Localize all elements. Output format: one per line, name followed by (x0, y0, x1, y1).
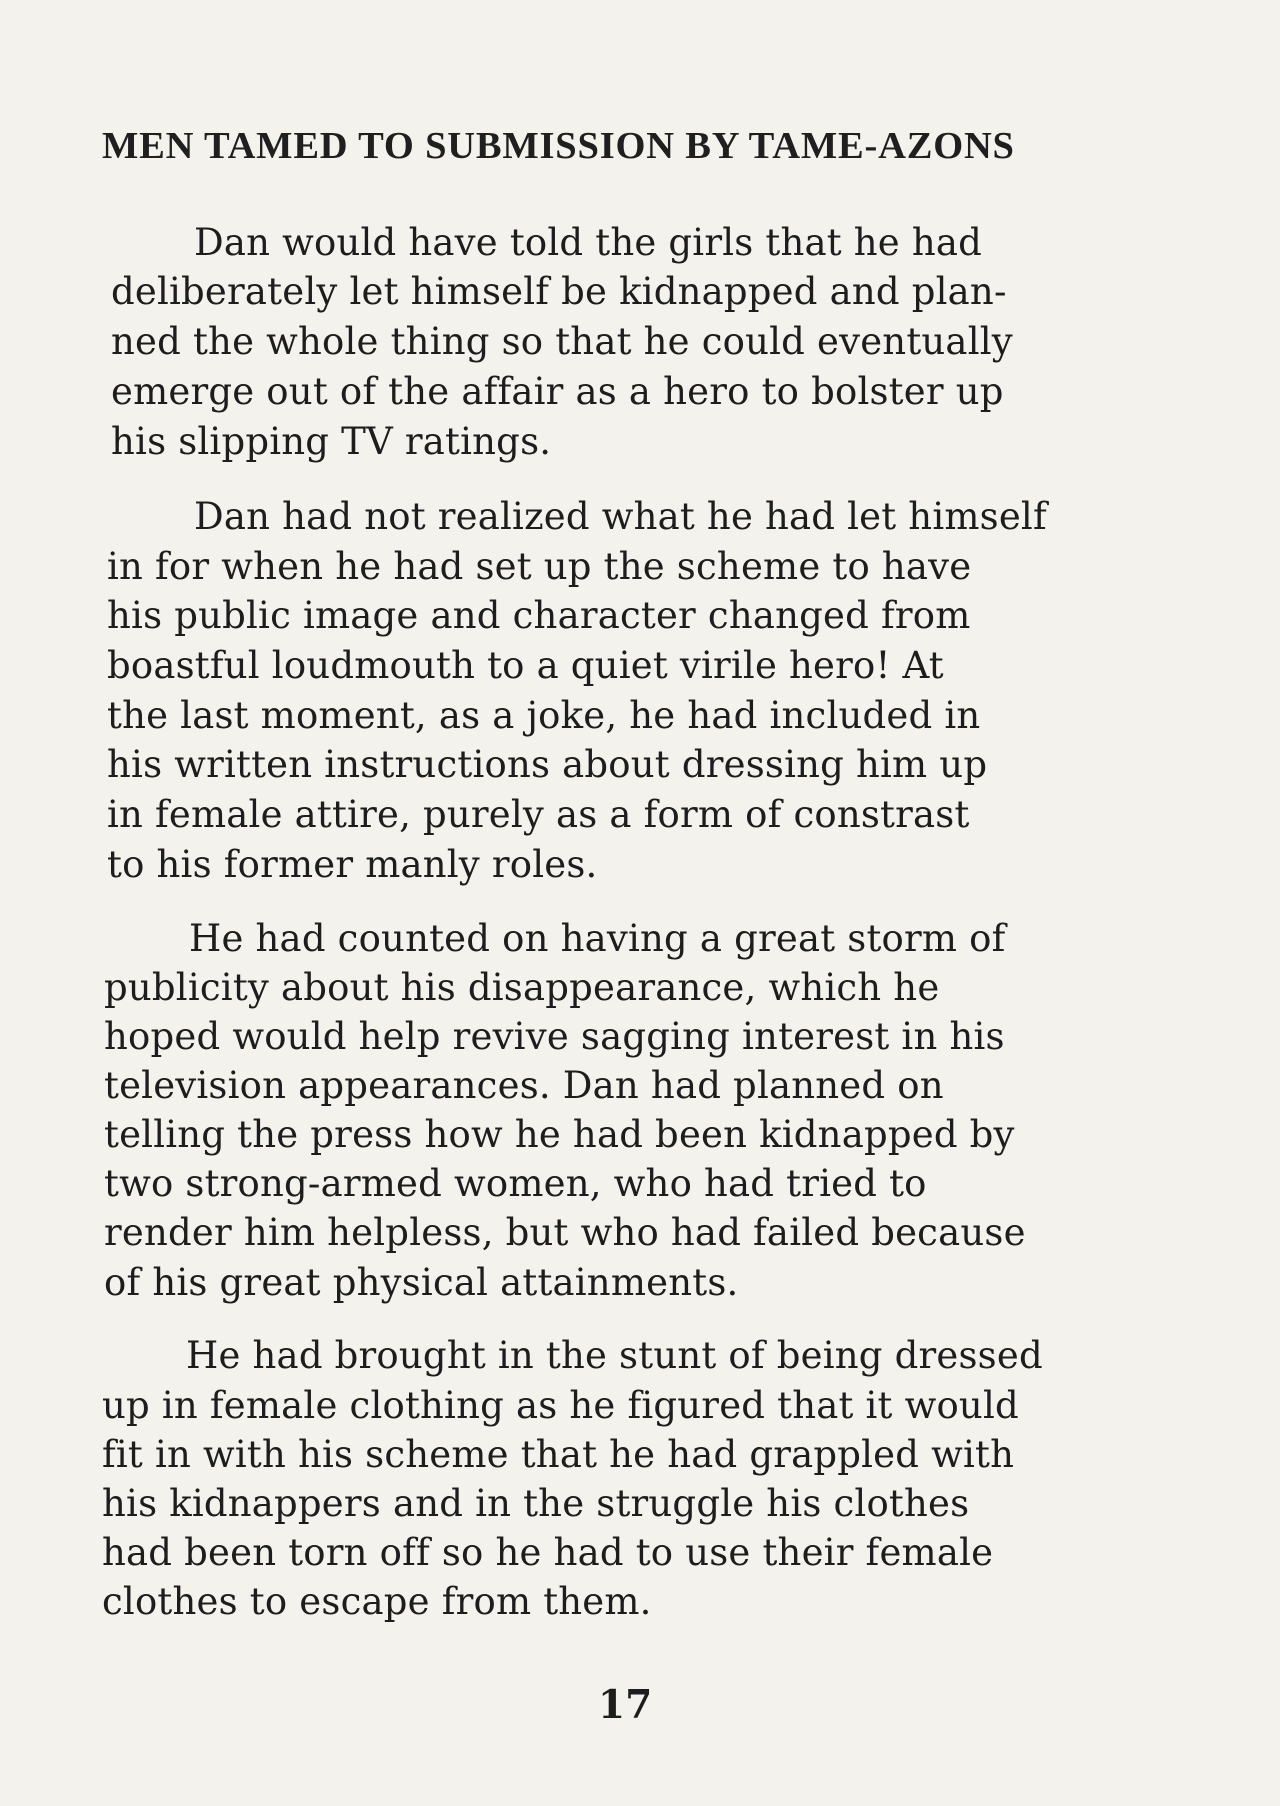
paragraph-line: clothes to escape from them. (102, 1580, 652, 1623)
paragraph-line: to his former manly roles. (107, 843, 598, 886)
paragraph-line: two strong-armed women, who had tried to (104, 1162, 927, 1205)
paragraph-line: publicity about his disappearance, which he (104, 966, 940, 1009)
paragraph-line: Dan would have told the girls that he had (194, 221, 983, 264)
paragraph-line: Dan had not realized what he had let himself (194, 495, 1047, 538)
paragraph-line: fit in with his scheme that he had grappled with (102, 1433, 1015, 1476)
paragraph-line: of his great physical attainments. (104, 1261, 739, 1304)
paragraph-line: his public image and character changed from (107, 594, 971, 637)
paragraph-line: deliberately let himself be kidnapped and plan- (111, 270, 1007, 313)
paragraph-line: in female attire, purely as a form of constrast (107, 793, 970, 836)
paragraph-line: telling the press how he had been kidnapped by (104, 1113, 1015, 1156)
paragraph-line: ned the whole thing so that he could eventually (111, 320, 1013, 363)
page-number: 17 (598, 1682, 653, 1728)
paragraph-line: He had counted on having a great storm of (189, 917, 1006, 960)
paragraph-line: up in female clothing as he figured that it would (102, 1384, 1019, 1427)
paragraph-line: his slipping TV ratings. (111, 420, 552, 463)
paragraph-line: in for when he had set up the scheme to have (107, 545, 972, 588)
paragraph-line: boastful loudmouth to a quiet virile hero! At (107, 644, 944, 687)
paragraph-line: his written instructions about dressing him up (107, 743, 988, 786)
paragraph-line: the last moment, as a joke, he had included in (107, 694, 981, 737)
paragraph-line: had been torn off so he had to use their female (102, 1531, 994, 1574)
paragraph-line: render him helpless, but who had failed because (104, 1211, 1026, 1254)
running-head: MEN TAMED TO SUBMISSION BY TAME-AZONS (102, 125, 1015, 167)
paragraph-line: He had brought in the stunt of being dressed (186, 1334, 1043, 1377)
paragraph-line: emerge out of the affair as a hero to bolster up (111, 370, 1004, 413)
paragraph-line: his kidnappers and in the struggle his clothes (102, 1482, 970, 1525)
paragraph-line: television appearances. Dan had planned on (104, 1064, 944, 1107)
paragraph-line: hoped would help revive sagging interest in his (104, 1015, 1005, 1058)
